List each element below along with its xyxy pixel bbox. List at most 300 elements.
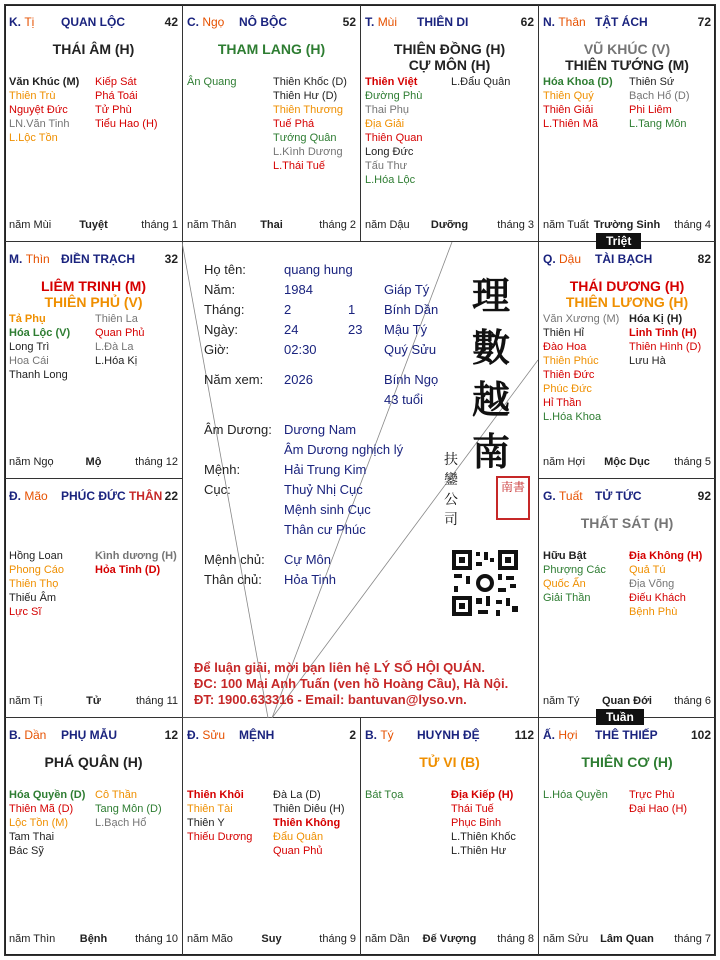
palace-ti — [4, 4, 183, 242]
minor-star: Lực Sĩ — [9, 606, 42, 618]
palace-can — [543, 252, 581, 266]
palace-month: tháng 1 — [141, 219, 178, 231]
minor-star: Hóa Lộc (V) — [9, 327, 71, 339]
palace-chi: Sửu — [202, 728, 226, 742]
tuan-tag: Tuần — [596, 709, 644, 725]
minor-star: Thiên Y — [187, 817, 225, 829]
minor-star: Địa Kiếp (H) — [451, 789, 514, 801]
palace-name-text: PHÚC ĐỨC — [61, 489, 126, 503]
palace-number: 72 — [697, 15, 711, 29]
palace-header — [543, 252, 711, 266]
info-label: Mệnh chủ: — [204, 552, 265, 567]
minor-star: Thiên Khốc (D) — [273, 76, 347, 88]
minor-star: Phá Toái — [95, 90, 138, 102]
info-label: Tháng: — [204, 302, 245, 317]
main-star: TỬ VI (B) — [419, 754, 480, 770]
minor-stars-right — [95, 312, 181, 368]
logo-small-char: 司 — [444, 512, 458, 528]
logo-small-char: 鑾 — [444, 472, 458, 488]
minor-star: Thiên Tài — [187, 803, 233, 815]
palace-than — [538, 4, 716, 242]
center-info-panel — [182, 242, 538, 718]
minor-stars-right — [273, 75, 359, 173]
minor-star: Kiếp Sát — [95, 76, 137, 88]
palace-number: 92 — [697, 489, 711, 503]
palace-mui — [360, 4, 539, 242]
palace-can — [187, 728, 225, 742]
minor-star: Thiếu Âm — [9, 592, 57, 604]
info-value: 2026 — [284, 372, 313, 387]
minor-star: Bác Sỹ — [9, 845, 44, 857]
minor-star: Quốc Ấn — [543, 578, 586, 590]
minor-stars-left — [543, 75, 629, 131]
minor-star: Thiên Quý — [543, 90, 594, 102]
logo-seal: 南書 — [496, 476, 530, 520]
minor-star: Văn Khúc (M) — [9, 76, 80, 88]
minor-stars-left — [187, 75, 273, 89]
minor-star: Địa Không (H) — [629, 550, 703, 562]
palace-number: 52 — [342, 15, 356, 29]
palace-number: 22 — [164, 489, 178, 503]
minor-star: Tiểu Hao (H) — [95, 118, 158, 130]
palace-header — [9, 728, 178, 742]
palace-hoi — [538, 717, 716, 956]
palace-month: tháng 12 — [135, 456, 178, 468]
contact-block — [194, 660, 508, 708]
minor-star: L.Hóa Quyền — [543, 789, 608, 801]
info-value: Dương Nam — [284, 422, 357, 437]
palace-year: năm Mùi — [9, 219, 52, 231]
minor-star: Thiên Quan — [365, 132, 423, 144]
info-value-lunar: 1 — [348, 302, 356, 317]
logo-char: 理 — [471, 273, 510, 318]
palace-footer — [9, 456, 178, 470]
minor-star: Tướng Quân — [273, 132, 337, 144]
age-value: 43 tuổi — [384, 392, 424, 407]
minor-star: L.Hóa Lộc — [365, 174, 416, 186]
minor-star: Thanh Long — [9, 369, 68, 381]
palace-footer — [9, 933, 178, 947]
minor-star: Đường Phù — [365, 90, 423, 102]
palace-name — [595, 252, 652, 266]
palace-thin — [4, 241, 183, 479]
main-star: VŨ KHÚC (V) — [583, 41, 671, 57]
minor-stars-left — [543, 549, 629, 605]
info-value: quang hung — [284, 262, 353, 277]
minor-stars-left — [365, 75, 451, 187]
minor-star: Hữu Bật — [543, 550, 587, 562]
main-stars — [539, 278, 715, 310]
minor-stars-right — [273, 788, 359, 858]
palace-month: tháng 11 — [135, 695, 178, 707]
palace-header — [9, 252, 178, 266]
palace-name — [239, 15, 287, 29]
main-star: THIÊN CƠ (H) — [581, 754, 673, 770]
palace-can-letter: T. — [365, 15, 375, 29]
minor-star: Long Đức — [365, 146, 414, 158]
palace-name — [417, 728, 480, 742]
info-value: Hỏa Tinh — [284, 572, 337, 587]
palace-chi: Dần — [24, 728, 47, 742]
info-value-lunar: 23 — [348, 322, 363, 337]
qr-code — [450, 548, 520, 618]
minor-star: Tử Phù — [95, 104, 132, 116]
minor-star: L.Thái Tuế — [273, 160, 325, 172]
palace-mao — [4, 478, 183, 718]
main-star: THIÊN LƯƠNG (H) — [565, 294, 689, 310]
info-label: Ngày: — [204, 322, 238, 337]
minor-star: Thiên Hư (D) — [273, 90, 338, 102]
minor-star: L.Đà La — [95, 341, 134, 353]
main-star: THIÊN PHỦ (V) — [44, 294, 143, 310]
info-value: Hải Trung Kim — [284, 462, 367, 477]
info-label: Âm Dương: — [204, 422, 272, 437]
minor-stars-right — [95, 788, 181, 830]
palace-chi: Mùi — [377, 15, 398, 29]
palace-header — [365, 15, 534, 29]
palace-year: năm Tuất — [543, 219, 589, 231]
palace-name-text: HUYNH ĐỆ — [417, 728, 480, 742]
minor-stars-right — [629, 312, 715, 368]
palace-stage: Dưỡng — [430, 219, 469, 231]
palace-chi: Dậu — [559, 252, 582, 266]
main-star: THÁI DƯƠNG (H) — [569, 278, 685, 294]
palace-year: năm Hợi — [543, 456, 586, 468]
minor-stars-left — [9, 788, 95, 858]
minor-star: Hoa Cái — [9, 355, 49, 367]
palace-header — [543, 728, 711, 742]
minor-star: Thiên Thương — [273, 104, 344, 116]
info-canchi: Bính Ngọ — [384, 372, 439, 387]
minor-star: Thiên Hình (D) — [629, 341, 702, 353]
minor-star: Địa Giải — [365, 118, 405, 130]
palace-name — [417, 15, 468, 29]
minor-stars-left — [9, 549, 95, 619]
palace-number: 82 — [697, 252, 711, 266]
palace-name-text: NÔ BỘC — [239, 15, 287, 29]
palace-stage: Đế Vượng — [422, 933, 477, 945]
main-stars — [5, 278, 182, 310]
palace-footer — [543, 933, 711, 947]
minor-star: Tấu Thư — [365, 160, 408, 172]
main-stars — [361, 41, 538, 73]
minor-star: Đà La (D) — [273, 789, 321, 801]
main-star: PHÁ QUÂN (H) — [44, 754, 143, 770]
palace-can-letter: K. — [9, 15, 21, 29]
palace-chi: Mão — [24, 489, 48, 503]
palace-stage: Mộc Dục — [604, 456, 650, 468]
palace-can-letter: Q. — [543, 252, 556, 266]
palace-month: tháng 2 — [319, 219, 356, 231]
palace-can — [9, 252, 50, 266]
palace-stage: Suy — [261, 933, 282, 945]
palace-header — [9, 489, 178, 503]
main-star: THÁI ÂM (H) — [52, 41, 135, 57]
minor-star: Hỏa Tinh (D) — [95, 564, 161, 576]
minor-star: Bệnh Phù — [629, 606, 678, 618]
minor-star: Đào Hoa — [543, 341, 587, 353]
palace-header — [365, 728, 534, 742]
minor-star: L.Kình Dương — [273, 146, 343, 158]
minor-star: Thái Tuế — [451, 803, 494, 815]
palace-header — [187, 728, 356, 742]
palace-can — [9, 489, 48, 503]
minor-star: Văn Xương (M) — [543, 313, 620, 325]
palace-stage: Lâm Quan — [600, 933, 654, 945]
info-value: 2 — [284, 302, 292, 317]
palace-number: 62 — [520, 15, 534, 29]
info-label: Năm xem: — [204, 372, 264, 387]
main-star: THIÊN TƯỚNG (M) — [565, 57, 689, 73]
minor-star: Thiên La — [95, 313, 138, 325]
palace-footer — [543, 219, 711, 233]
palace-year: năm Thìn — [9, 933, 56, 945]
info-canchi: Quý Sửu — [384, 342, 437, 357]
minor-stars-right — [451, 75, 537, 89]
palace-header — [543, 15, 711, 29]
triet-tag: Triệt — [596, 233, 641, 249]
palace-dan — [4, 717, 183, 956]
contact-line: ĐT: 1900.633316 - Email: bantuvan@lyso.vn. — [194, 692, 467, 707]
minor-star: Quan Phủ — [95, 327, 145, 339]
palace-can — [187, 15, 224, 29]
minor-star: Thiếu Dương — [187, 831, 253, 843]
main-star: THIÊN ĐỒNG (H) — [393, 41, 506, 57]
info-label: Năm: — [204, 282, 236, 297]
palace-name — [61, 728, 117, 742]
minor-star: L.Hóa Kị — [95, 355, 138, 367]
palace-footer — [365, 933, 534, 947]
palace-year: năm Sửu — [543, 933, 589, 945]
minor-star: LN.Văn Tinh — [9, 118, 70, 130]
minor-star: Bạch Hổ (D) — [629, 90, 690, 102]
palace-stage: Mộ — [85, 456, 102, 468]
minor-star: Phi Liêm — [629, 104, 672, 116]
palace-can-letter: N. — [543, 15, 555, 29]
minor-stars-right — [95, 75, 181, 131]
minor-star: Tam Thai — [9, 831, 55, 843]
info-canchi: Giáp Tý — [384, 282, 430, 297]
palace-suu — [182, 717, 361, 956]
palace-ngo — [182, 4, 361, 242]
contact-line: ĐC: 100 Mai Anh Tuấn (ven hồ Hoàng Cầu), Hà Nội. — [194, 676, 509, 691]
minor-star: Thai Phụ — [365, 104, 410, 116]
palace-header — [543, 489, 711, 503]
palace-footer — [9, 695, 178, 709]
minor-star: L.Lộc Tồn — [9, 132, 58, 144]
info-value: 02:30 — [284, 342, 317, 357]
minor-star: Hóa Khoa (D) — [543, 76, 613, 88]
minor-star: Thiên Thọ — [9, 578, 59, 590]
palace-can — [543, 489, 583, 503]
minor-star: L.Thiên Hư — [451, 845, 507, 857]
minor-star: Nguyệt Đức — [9, 104, 68, 116]
minor-star: Cô Thần — [95, 789, 137, 801]
palace-footer — [187, 933, 356, 947]
palace-footer — [9, 219, 178, 233]
palace-header — [9, 15, 178, 29]
info-label: Thân chủ: — [204, 572, 262, 587]
info-value: Thuỷ Nhị Cục — [284, 482, 363, 497]
minor-star: Thiên Khôi — [187, 789, 244, 801]
minor-star: Thiên Hỉ — [543, 327, 584, 339]
minor-stars-right — [629, 788, 715, 816]
palace-month: tháng 5 — [674, 456, 711, 468]
palace-stage: Quan Đới — [602, 695, 652, 707]
minor-stars-left — [9, 312, 95, 382]
palace-month: tháng 7 — [674, 933, 711, 945]
minor-star: Quan Phủ — [273, 845, 323, 857]
logo-char: 南 — [471, 429, 510, 474]
palace-name-text: THÊ THIẾP — [595, 728, 658, 742]
palace-year: năm Tị — [9, 695, 43, 707]
minor-stars-left — [9, 75, 95, 145]
minor-star: Điếu Khách — [629, 592, 686, 604]
minor-star: Ân Quang — [187, 76, 237, 88]
palace-chi: Tuất — [559, 489, 583, 503]
minor-star: Thiên Trù — [9, 90, 56, 102]
palace-name — [595, 15, 648, 29]
palace-can — [9, 15, 34, 29]
info-canchi: Bính Dần — [384, 302, 439, 317]
palace-footer — [543, 456, 711, 470]
minor-stars-right — [95, 549, 181, 577]
palace-month: tháng 10 — [135, 933, 178, 945]
palace-name-text: TẬT ÁCH — [595, 15, 648, 29]
palace-chi: Tý — [380, 728, 394, 742]
minor-star: Tuế Phá — [273, 118, 315, 130]
minor-star: L.Tang Môn — [629, 118, 687, 130]
logo-block — [444, 270, 532, 540]
minor-star: Thiên Sứ — [629, 76, 675, 88]
minor-star: Linh Tinh (H) — [629, 327, 697, 339]
palace-can-letter: C. — [187, 15, 199, 29]
minor-star: Trực Phù — [629, 789, 675, 801]
logo-small-char: 公 — [444, 492, 458, 508]
minor-star: L.Hóa Khoa — [543, 411, 602, 423]
minor-star: Phượng Các — [543, 564, 606, 576]
minor-star: L.Bạch Hổ — [95, 817, 147, 829]
logo-small-char: 扶 — [444, 452, 458, 468]
palace-can-letter: Ấ. — [543, 728, 555, 742]
palace-number: 12 — [164, 728, 178, 742]
palace-name — [595, 728, 658, 742]
main-stars — [5, 754, 182, 770]
info-label: Mệnh: — [204, 462, 241, 477]
minor-star: Long Trì — [9, 341, 50, 353]
palace-month: tháng 4 — [674, 219, 711, 231]
palace-stage: Bệnh — [79, 933, 108, 945]
info-label: Cục: — [204, 482, 231, 497]
minor-star: Đẩu Quân — [273, 831, 324, 843]
info-value: Mệnh sinh Cục — [284, 502, 371, 517]
info-canchi: Mậu Tý — [384, 322, 428, 337]
minor-star: Tả Phụ — [9, 313, 46, 325]
minor-star: Hóa Quyền (D) — [9, 789, 86, 801]
minor-star: Kình dương (H) — [95, 550, 177, 562]
logo-char: 數 — [471, 325, 510, 370]
minor-star: Địa Võng — [629, 578, 675, 590]
palace-stage: Thai — [260, 219, 283, 231]
palace-can — [9, 728, 46, 742]
palace-name — [239, 728, 274, 742]
info-value: Cự Môn — [284, 552, 331, 567]
palace-month: tháng 6 — [674, 695, 711, 707]
minor-stars-right — [629, 75, 715, 131]
palace-year: năm Mão — [187, 933, 233, 945]
palace-header — [187, 15, 356, 29]
palace-footer — [365, 219, 534, 233]
minor-star: Phục Binh — [451, 817, 502, 829]
palace-name-text: TÀI BẠCH — [595, 252, 653, 266]
palace-can — [543, 15, 586, 29]
minor-star: Thiên Không — [273, 817, 341, 829]
minor-star: L.Thiên Mã — [543, 118, 599, 130]
than-marker: THÂN — [128, 489, 163, 503]
palace-month: tháng 9 — [319, 933, 356, 945]
palace-number: 2 — [349, 728, 356, 742]
minor-star: Giải Thần — [543, 592, 591, 604]
contact-line: Để luận giải, mời bạn liên hệ LÝ SỐ HỘI QUÁN. — [194, 660, 485, 675]
palace-name — [595, 489, 642, 503]
palace-footer — [187, 219, 356, 233]
palace-year: năm Tý — [543, 695, 580, 707]
info-value: 24 — [284, 322, 299, 337]
palace-year: năm Thân — [187, 219, 237, 231]
main-stars — [539, 41, 715, 73]
palace-can-letter: M. — [9, 252, 23, 266]
minor-star: Phúc Đức — [543, 383, 592, 395]
palace-name-text: PHỤ MẪU — [61, 728, 117, 742]
minor-star: Thiên Diêu (H) — [273, 803, 345, 815]
palace-name-text: THIÊN DI — [417, 15, 469, 29]
main-stars — [361, 754, 538, 770]
palace-number: 112 — [514, 728, 534, 742]
minor-star: Thiên Phúc — [543, 355, 599, 367]
info-label: Giờ: — [204, 342, 230, 357]
minor-star: Bát Tọa — [365, 789, 404, 801]
minor-star: Phong Cáo — [9, 564, 65, 576]
main-stars — [539, 515, 715, 531]
minor-stars-right — [629, 549, 715, 619]
main-star: LIÊM TRINH (M) — [41, 278, 146, 294]
minor-star: Đại Hao (H) — [629, 803, 688, 815]
minor-star: L.Đẩu Quân — [451, 76, 511, 88]
palace-stage: Trường Sinh — [593, 219, 661, 231]
palace-chi: Thìn — [25, 252, 50, 266]
main-stars — [183, 41, 360, 57]
minor-stars-left — [365, 788, 451, 802]
minor-star: Hóa Kị (H) — [629, 313, 683, 325]
palace-year: năm Dậu — [365, 219, 410, 231]
palace-chi: Tị — [24, 15, 35, 29]
minor-star: Lộc Tồn (M) — [9, 817, 69, 829]
minor-star: Thiên Đức — [543, 369, 595, 381]
palace-month: tháng 8 — [497, 933, 534, 945]
palace-month: tháng 3 — [497, 219, 534, 231]
minor-star: Hồng Loan — [9, 550, 63, 562]
palace-chi: Hợi — [558, 728, 578, 742]
minor-star: Thiên Giải — [543, 104, 594, 116]
minor-star: Tang Môn (D) — [95, 803, 162, 815]
main-stars — [5, 41, 182, 57]
palace-stage: Tuyệt — [79, 219, 108, 231]
palace-dau — [538, 241, 716, 479]
minor-star: Thiên Mã (D) — [9, 803, 74, 815]
palace-name — [61, 489, 162, 503]
palace-name-text: TỬ TỨC — [595, 489, 642, 503]
palace-name-text: QUAN LỘC — [61, 15, 125, 29]
